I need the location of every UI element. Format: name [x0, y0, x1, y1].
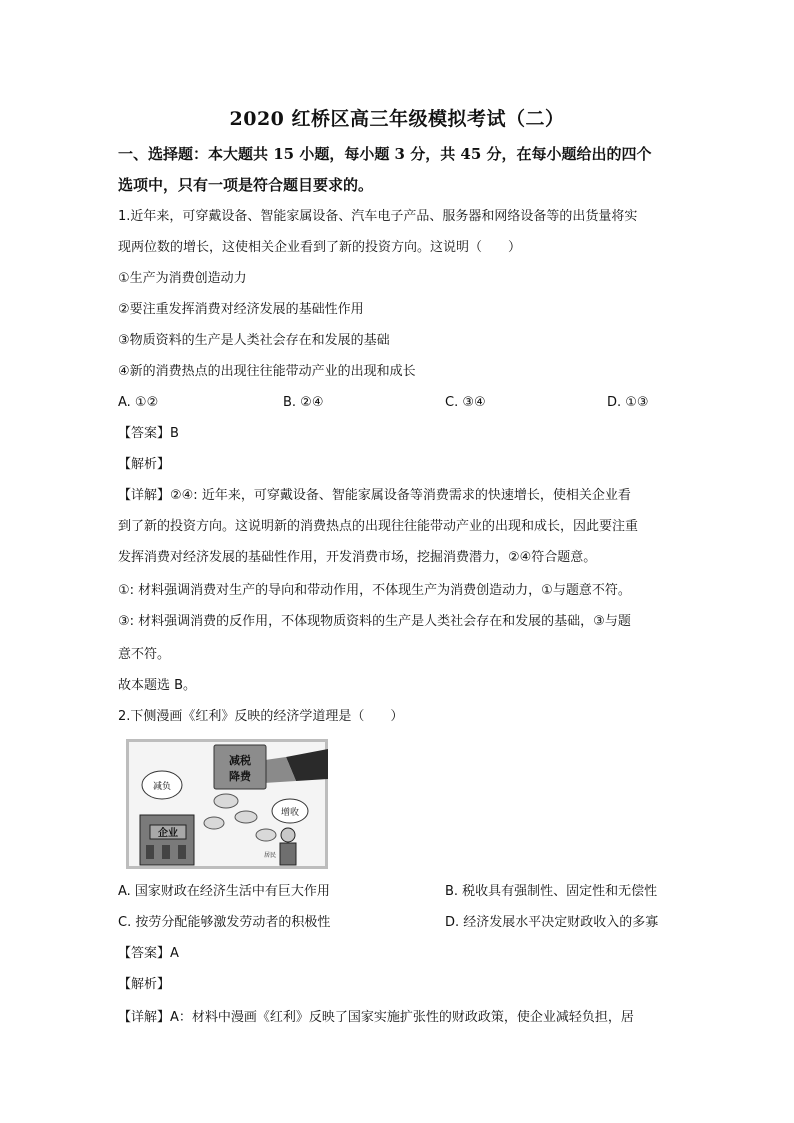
- q1-answer: 【答案】B: [118, 426, 179, 441]
- bubble-right: 增收: [280, 808, 300, 818]
- sign-line1: 减税: [229, 754, 251, 767]
- exam-title: 2020 红桥区高三年级模拟考试（二）: [229, 108, 565, 130]
- hongli-cartoon: [126, 739, 328, 869]
- q1-statement-4: ④新的消费热点的出现往往能带动产业的出现和成长: [118, 364, 416, 379]
- q1-statement-2: ②要注重发挥消费对经济发展的基础性作用: [118, 302, 364, 317]
- company-label: 企业: [158, 828, 178, 839]
- q2-stem: 2.下侧漫画《红利》反映的经济学道理是（ ）: [118, 709, 404, 724]
- q1-option-b: B. ②④: [283, 395, 324, 410]
- q2-option-d: D. 经济发展水平决定财政收入的多寡: [445, 915, 659, 930]
- q2-analysis-label: 【解析】: [118, 977, 171, 992]
- section-header-line1: 一、选择题：本大题共 15 小题，每小题 3 分，共 45 分，在每小题给出的四个: [118, 145, 652, 163]
- q2-detail-line: 【详解】A：材料中漫画《红利》反映了国家实施扩张性的财政政策，使企业减轻负担，居: [118, 1010, 634, 1025]
- q2-option-b: B. 税收具有强制性、固定性和无偿性: [445, 884, 658, 899]
- q1-stem-line1: 1.近年来，可穿戴设备、智能家属设备、汽车电子产品、服务器和网络设备等的出货量将实: [118, 209, 638, 224]
- q1-detail-line: ③: 材料强调消费的反作用，不体现物质资料的生产是人类社会存在和发展的基础，③与题: [118, 614, 631, 629]
- q1-detail-line: 【详解】②④: 近年来，可穿戴设备、智能家属设备等消费需求的快速增长，使相关企业看: [118, 488, 631, 503]
- q1-option-c: C. ③④: [445, 395, 486, 410]
- q1-option-d: D. ①③: [607, 395, 649, 410]
- q1-detail-line: ①: 材料强调消费对生产的导向和带动作用，不体现生产为消费创造动力，①与题意不符。: [118, 583, 631, 598]
- q2-option-a: A. 国家财政在经济生活中有巨大作用: [118, 884, 330, 899]
- q2-option-c: C. 按劳分配能够激发劳动者的积极性: [118, 915, 331, 930]
- q2-answer: 【答案】A: [118, 946, 179, 961]
- bubble-left: 减负: [152, 782, 172, 792]
- q1-stem-line2: 现两位数的增长，这使相关企业看到了新的投资方向。这说明（ ）: [118, 240, 522, 255]
- resident-label: 居民: [263, 852, 276, 859]
- q1-statement-1: ①生产为消费创造动力: [118, 271, 247, 286]
- q1-conclusion: 故本题选 B。: [118, 678, 197, 693]
- q1-option-a: A. ①②: [118, 395, 159, 410]
- q1-detail-line: 发挥消费对经济发展的基础性作用，开发消费市场，挖掘消费潜力，②④符合题意。: [118, 550, 597, 565]
- q1-detail-line: 意不符。: [118, 647, 171, 662]
- q1-statement-3: ③物质资料的生产是人类社会存在和发展的基础: [118, 333, 390, 348]
- section-header-line2: 选项中，只有一项是符合题目要求的。: [118, 176, 374, 194]
- sign-line2: 降费: [229, 770, 251, 783]
- q1-detail-line: 到了新的投资方向。这说明新的消费热点的出现往往能带动产业的出现和成长，因此要注重: [118, 519, 639, 534]
- q1-analysis-label: 【解析】: [118, 457, 171, 472]
